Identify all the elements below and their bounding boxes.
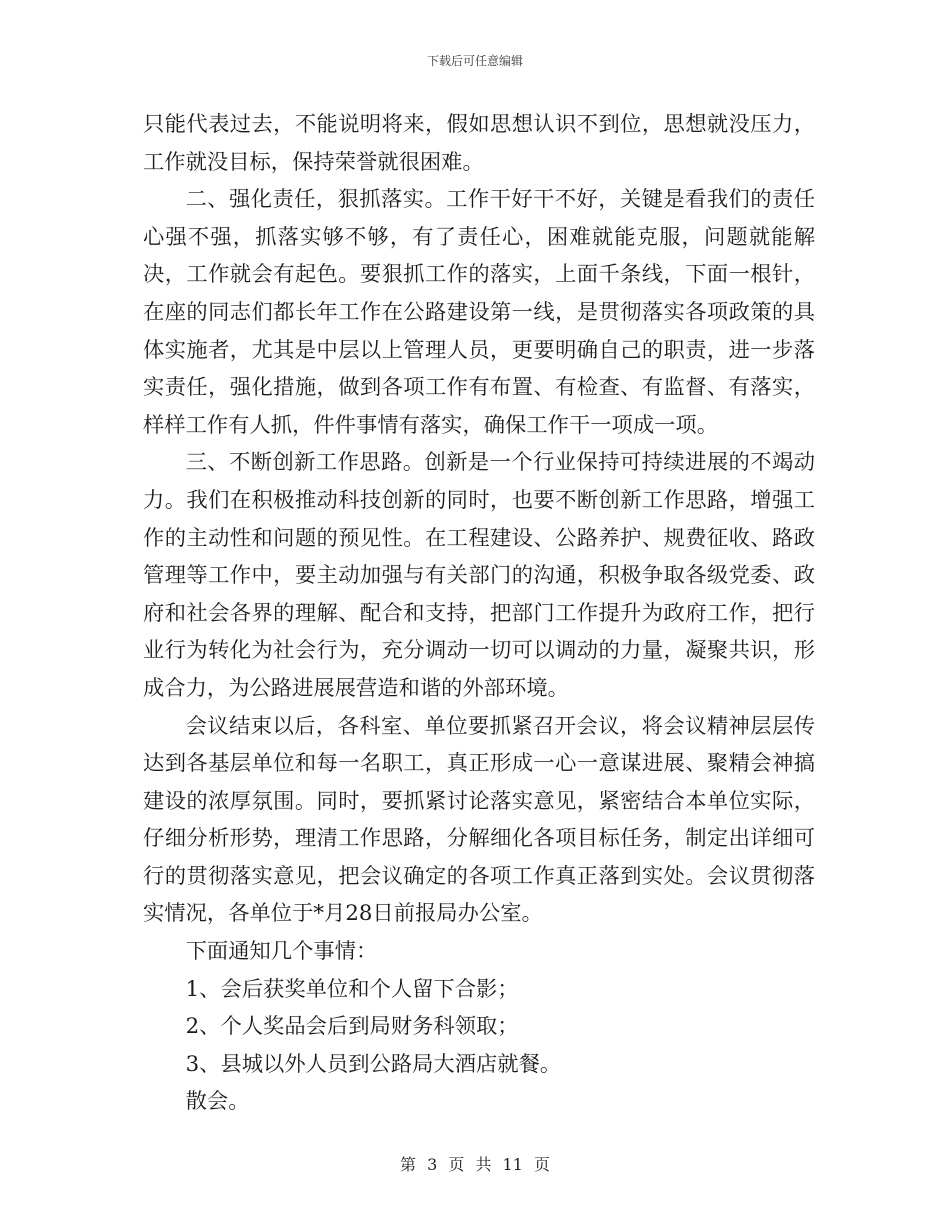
paragraph-meeting-followup: 会议结束以后，各科室、单位要抓紧召开会议，将会议精神层层传达到各基层单位和每一名职工，真正形成一心一意谋进展、聚精会神搞建设的浓厚氛围。同时，要抓紧讨论落实意见，紧密结合本单位实际，仔细分析形势，理清工作思路，分解细化各项目标任务，制定出详细可行的贯彻落实意见，把会议确定的各项工作真正落到实处。会议贯彻落实情况，各单位于*月28日前报局办公室。 [143,713,815,927]
notice-item-1: 1、会后获奖单位和个人留下合影； [185,976,519,1002]
document-body [143,106,815,1121]
header-note: 下载后可任意编辑 [426,54,523,68]
notice-item-2: 2、个人奖品会后到局财务科领取； [185,1014,519,1040]
paragraph-section-three: 三、不断创新工作思路。创新是一个行业保持可持续进展的不竭动力。我们在积极推动科技创新的同时，也要不断创新工作思路，增强工作的主动性和问题的预见性。在工程建设、公路养护、规费征收、路政管理等工作中，要主动加强与有关部门的沟通，积极争取各级党委、政府和社会各界的理解、配合和支持，把部门工作提升为政府工作，把行业行为转化为社会行为，充分调动一切可以调动的力量，凝聚共识，形成合力，为公路进展展营造和谐的外部环境。 [143,450,815,701]
notice-item-3: 3、县城以外人员到公路局大酒店就餐。 [185,1051,562,1077]
paragraph-closing: 散会。 [185,1089,250,1115]
paragraph-continuation: 只能代表过去，不能说明将来，假如思想认识不到位，思想就没压力，工作就没目标，保持荣誉就很困难。 [143,112,815,175]
paragraph-section-two: 二、强化责任，狠抓落实。工作干好干不好，关键是看我们的责任心强不强，抓落实够不够，有了责任心，困难就能克服，问题就能解决，工作就会有起色。要狠抓工作的落实，上面千条线，下面一根针，在座的同志们都长年工作在公路建设第一线，是贯彻落实各项政策的具体实施者，尤其是中层以上管理人员，更要明确自己的职责，进一步落实责任，强化措施，做到各项工作有布置、有检查、有监督、有落实，样样工作有人抓，件件事情有落实，确保工作干一项成一项。 [143,187,815,438]
page-number: 第 3 页 共 11 页 [400,1155,550,1174]
paragraph-notice-intro: 下面通知几个事情： [185,939,378,965]
